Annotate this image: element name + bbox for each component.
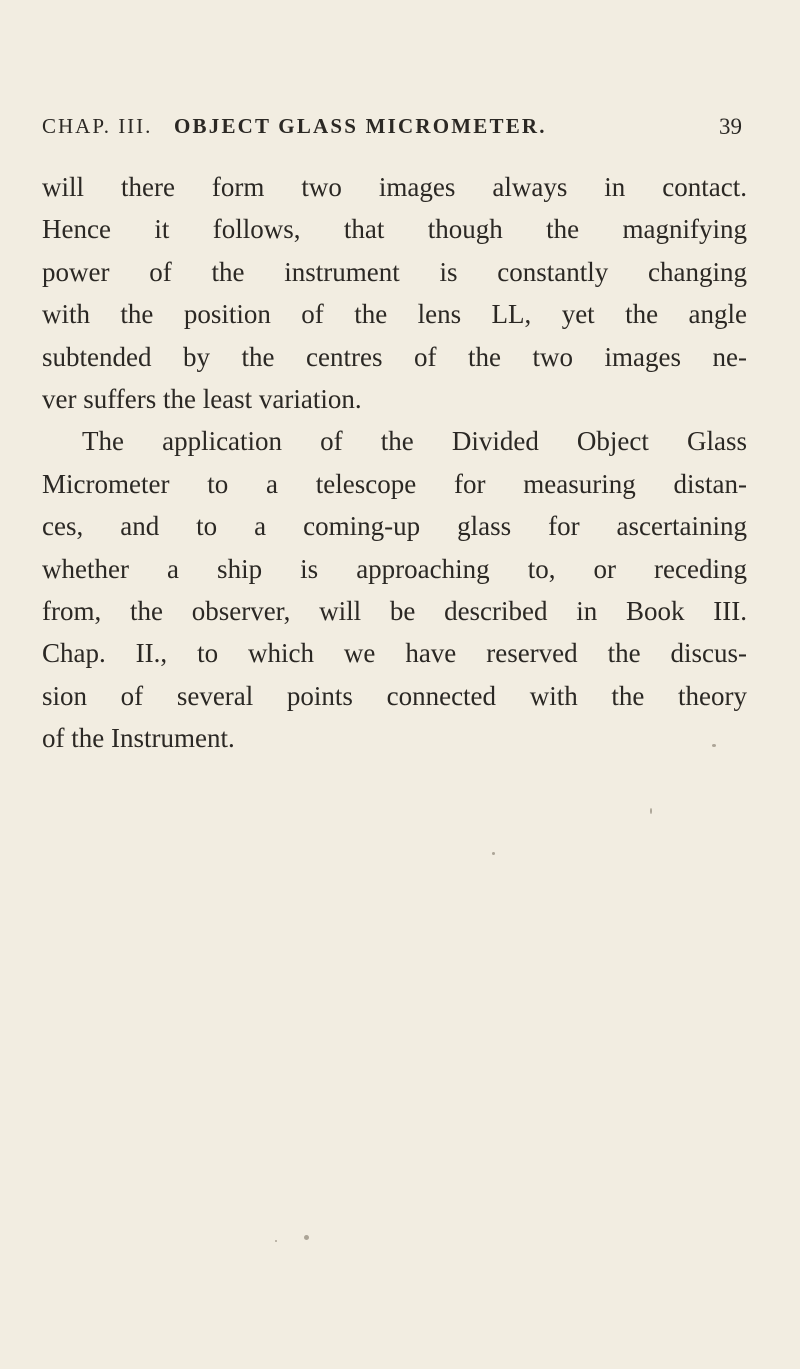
- paper-speck: [492, 852, 495, 855]
- text-line: ver suffers the least variation.: [42, 383, 362, 414]
- paragraph-2: [42, 420, 747, 759]
- body-text: [42, 166, 747, 759]
- text-line: power of the instrument is constantly changing: [42, 256, 747, 287]
- running-title: OBJECT GLASS MICROMETER.: [174, 114, 547, 138]
- text-line: subtended by the centres of the two images ne-: [42, 341, 747, 372]
- text-line: whether a ship is approaching to, or receding: [42, 553, 747, 584]
- chapter-label: CHAP. III.: [42, 114, 153, 138]
- text-line: The application of the Divided Object Glass: [82, 426, 747, 457]
- paper-speck: [650, 808, 652, 814]
- text-line: with the position of the lens LL, yet the angle: [42, 299, 747, 330]
- text-line: will there form two images always in contact.: [42, 172, 747, 202]
- text-line: Micrometer to a telescope for measuring distan-: [42, 468, 747, 499]
- paper-speck: [712, 744, 716, 747]
- paragraph-1: [42, 166, 747, 420]
- text-line: from, the observer, will be described in Book III.: [42, 595, 747, 626]
- text-line: Chap. II., to which we have reserved the discus-: [42, 638, 747, 669]
- text-line: sion of several points connected with the theory: [42, 680, 747, 711]
- paper-speck: [304, 1235, 309, 1240]
- text-line: ces, and to a coming-up glass for ascertaining: [42, 511, 747, 542]
- page-number: 39: [719, 114, 742, 139]
- paper-speck: [275, 1240, 277, 1242]
- running-head: [42, 114, 742, 144]
- text-line: Hence it follows, that though the magnifying: [42, 214, 747, 245]
- text-line: of the Instrument.: [42, 723, 235, 754]
